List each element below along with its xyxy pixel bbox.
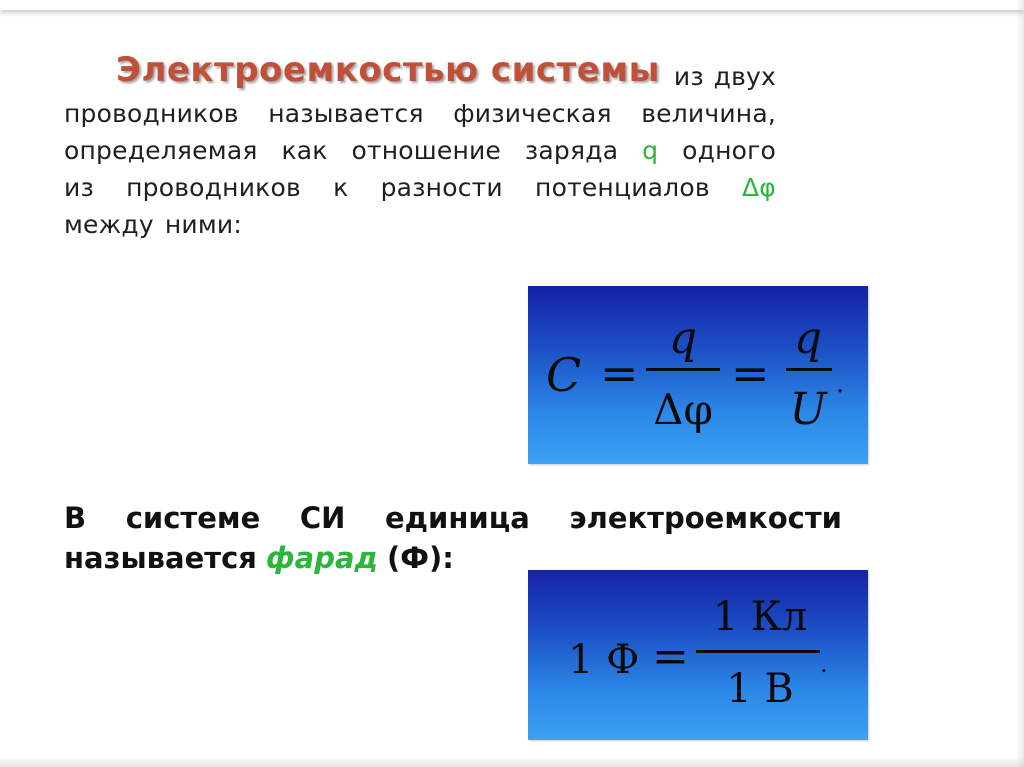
word: единица	[384, 501, 530, 535]
word: из	[64, 173, 94, 202]
si-line-1	[64, 498, 842, 538]
slide-bottom-edge	[0, 757, 1024, 767]
formula2-numerator: 1 Кл	[712, 594, 808, 640]
word: одного	[682, 136, 776, 165]
definition-term: Электроемкостью системы	[116, 50, 660, 90]
word: физическая	[453, 99, 612, 128]
definition-line-1	[64, 52, 776, 95]
formula-period: .	[836, 369, 845, 399]
definition-line-1-rest	[674, 52, 776, 95]
word: двух	[713, 62, 776, 91]
formula2-denominator: 1 В	[726, 666, 794, 712]
formula2-equals: =	[652, 631, 689, 682]
word: ними:	[164, 210, 242, 239]
word: называется	[64, 541, 257, 575]
word: В	[64, 501, 87, 535]
word: к	[333, 173, 349, 202]
word: определяемая	[64, 136, 258, 165]
word: проводников	[126, 173, 301, 202]
charge-symbol: q	[642, 136, 659, 165]
unit-name-farad: фарад	[265, 541, 378, 575]
definition-line-5	[64, 206, 776, 243]
capacitance-formula-box	[528, 286, 868, 464]
unit-symbol: (Ф):	[386, 541, 454, 575]
word: СИ	[299, 501, 346, 535]
formula-numerator-2: q	[793, 313, 823, 364]
word: отношение	[351, 136, 502, 165]
word: заряда	[524, 136, 619, 165]
word: как	[281, 136, 328, 165]
formula-denominator-1: Δφ	[653, 385, 713, 434]
si-unit-paragraph	[64, 498, 842, 578]
word: электроемкости	[569, 501, 842, 535]
word: проводников	[64, 99, 239, 128]
slide-right-edge	[1016, 0, 1024, 767]
formula-numerator-1: q	[668, 313, 698, 364]
word: потенциалов	[535, 173, 710, 202]
fraction-bar-2	[786, 368, 832, 371]
definition-line-3	[64, 132, 776, 169]
potential-difference-symbol: Δφ	[741, 173, 776, 202]
farad-formula	[528, 570, 868, 740]
farad-formula-box	[528, 570, 868, 740]
definition-paragraph	[64, 52, 776, 243]
definition-line-4	[64, 169, 776, 206]
formula-equals-1: =	[600, 346, 639, 400]
word: величина,	[641, 99, 776, 128]
formula-lhs: C	[546, 348, 582, 402]
word: системе	[125, 501, 261, 535]
fraction-bar-3	[696, 650, 820, 653]
word: называется	[268, 99, 424, 128]
fraction-bar-1	[646, 368, 720, 371]
slide-top-border	[0, 0, 1024, 10]
word: из	[673, 62, 704, 91]
word: разности	[380, 173, 503, 202]
formula-denominator-2: U	[789, 384, 827, 435]
definition-line-2	[64, 95, 776, 132]
capacitance-formula	[528, 286, 868, 464]
word: между	[64, 210, 154, 239]
formula-equals-2: =	[731, 346, 770, 400]
formula2-period: .	[820, 650, 828, 678]
formula2-lhs: 1 Ф	[568, 637, 640, 683]
